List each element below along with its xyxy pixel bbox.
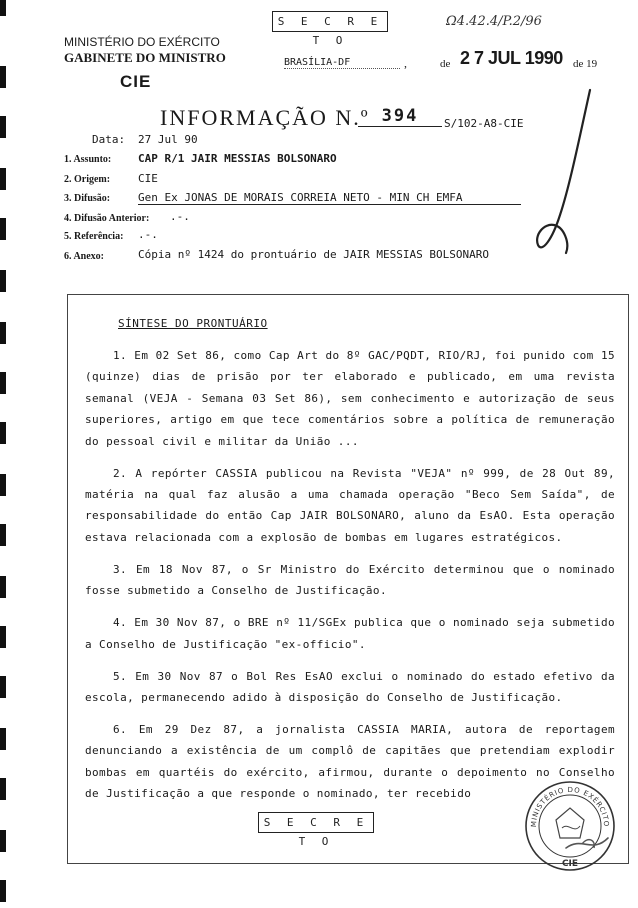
document-number: 394 [358, 106, 442, 127]
synopsis-paragraph-3: 3. Em 18 Nov 87, o Sr Ministro do Exército determinou que o nominado fosse submetido a Conselho de Justificação. [85, 562, 615, 598]
edge-mark [0, 66, 6, 88]
attachment-label: 6. Anexo: [64, 251, 104, 262]
edge-mark [0, 270, 6, 292]
svg-text:CIE: CIE [561, 859, 579, 869]
place-comma: , [404, 56, 407, 70]
edge-mark [0, 524, 6, 546]
place-line: BRASÍLIA-DF [284, 57, 400, 69]
synopsis-body [85, 345, 615, 815]
edge-mark [0, 372, 6, 394]
subject-label: 1. Assunto: [64, 154, 112, 165]
classification-top: S E C R E T O [272, 11, 388, 32]
official-seal-stamp [522, 778, 618, 874]
classification-bottom: S E C R E T O [258, 812, 374, 833]
handwritten-signature [530, 85, 610, 260]
date-suffix: de 19 [573, 58, 598, 70]
date-prefix: de [440, 58, 451, 70]
handwritten-reference: Ω4.42.4/P.2/96 [446, 14, 542, 29]
edge-mark [0, 626, 6, 648]
edge-mark [0, 576, 6, 598]
prior-diffusion-label: 4. Difusão Anterior: [64, 213, 150, 224]
edge-mark [0, 322, 6, 344]
unit-name: CIE [120, 72, 152, 91]
document-code: S/102-A8-CIE [444, 117, 524, 130]
synopsis-heading: SÍNTESE DO PRONTUÁRIO [118, 317, 268, 330]
origin-label: 2. Origem: [64, 174, 111, 185]
date-stamp: 2 7 JUL 1990 [460, 48, 563, 68]
edge-mark [0, 880, 6, 902]
edge-mark [0, 676, 6, 698]
synopsis-paragraph-6: 6. Em 29 Dez 87, a jornalista CASSIA MARIA, autora de reportagem denunciando a existência de um complô de capitães que pretendiam explodir bombas em quartéis do exército, afirmou, durante o depoimento no Conselho de Justificação a que responde o nominado, ter recebido [85, 723, 615, 801]
diffusion-label: 3. Difusão: [64, 193, 111, 204]
date-value: 27 Jul 90 [138, 133, 198, 146]
edge-mark [0, 168, 6, 190]
edge-mark [0, 474, 6, 496]
synopsis-paragraph-5: 5. Em 30 Nov 87 o Bol Res EsAO exclui o nominado do estado efetivo da escola, permanecendo adido à disposição do Conselho de Justificação. [85, 669, 615, 705]
cabinet-name: GABINETE DO MINISTRO [64, 50, 226, 65]
date-label: Data: [92, 133, 126, 146]
ministry-name: MINISTÉRIO DO EXÉRCITO [64, 35, 220, 49]
prior-diffusion-value: .-. [170, 210, 190, 223]
origin-value: CIE [138, 172, 158, 185]
edge-mark [0, 728, 6, 750]
attachment-value: Cópia nº 1424 do prontuário de JAIR MESSIAS BOLSONARO [138, 248, 489, 261]
edge-mark [0, 778, 6, 800]
reference-value: .-. [138, 228, 158, 241]
synopsis-paragraph-4: 4. Em 30 Nov 87, o BRE nº 11/SGEx publica que o nominado seja submetido a Conselho de Justificação "ex-officio". [85, 616, 615, 651]
subject-value: CAP R/1 JAIR MESSIAS BOLSONARO [138, 152, 337, 165]
edge-mark [0, 116, 6, 138]
reference-label: 5. Referência: [64, 231, 124, 242]
document-title: INFORMAÇÃO N.º [160, 105, 370, 130]
synopsis-paragraph-1: 1. Em 02 Set 86, como Cap Art do 8º GAC/PQDT, RIO/RJ, foi punido com 15 (quinze) dias de prisão por ter elaborado e publicado, em uma revista semanal (VEJA - Semana 03 Set 86), sem conhecimento e autorização de seus superiores, artigo em que tece comentários sobre a política de remuneração do pessoal civil e militar da União ... [85, 349, 615, 448]
svg-text:MINISTÉRIO DO EXÉRCITO: MINISTÉRIO DO EXÉRCITO [529, 785, 611, 828]
diffusion-value: Gen Ex JONAS DE MORAIS CORREIA NETO - MIN CH EMFA [138, 191, 521, 205]
edge-mark [0, 218, 6, 240]
edge-mark [0, 422, 6, 444]
synopsis-paragraph-2: 2. A repórter CASSIA publicou na Revista "VEJA" nº 999, de 28 Out 89, matéria na qual faz alusão a uma chamada operação "Beco Sem Saída", de responsabilidade do então Cap JAIR BOLSONARO, aluno da EsAO. Esta operação estava relacionada com a explosão de bombas em lugares estratégicos. [85, 466, 615, 544]
edge-mark [0, 830, 6, 852]
edge-mark [0, 0, 6, 16]
